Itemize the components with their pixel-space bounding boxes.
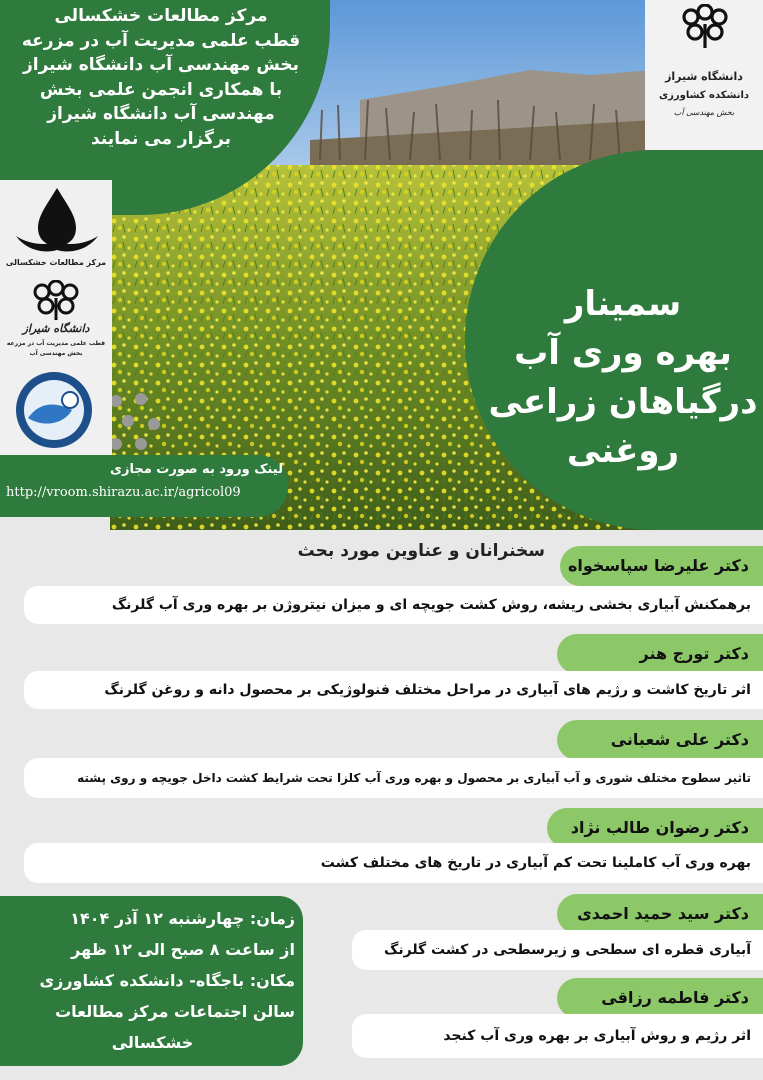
speaker-topic: آبیاری قطره ای سطحی و زیرسطحی در کشت گلرنگ xyxy=(352,930,763,970)
shiraz-sub-caption2: بخش مهندسی آب xyxy=(29,350,83,357)
speaker-name: دکتر تورج هنر xyxy=(557,634,763,674)
speaker-topic: تاثیر سطوح مختلف شوری و آب آبیاری بر محصول و بهره وری آب کلزا تحت شرایط کشت داخل جویچه و روی پشته xyxy=(24,758,763,798)
title-line: سمینار xyxy=(564,284,682,324)
link-label: لینک ورود به صورت مجازی xyxy=(110,462,283,477)
speaker-topic: بهره وری آب کاملینا تحت کم آبیاری در تاریخ های مختلف کشت xyxy=(24,843,763,883)
speaker-topic: اثر رژیم و روش آبیاری بر بهره وری آب کنجد xyxy=(352,1014,763,1058)
association-seal-icon xyxy=(12,370,96,450)
shiraz-caption: دانشگاه شیراز xyxy=(22,322,90,335)
title-line: بهره وری آب xyxy=(514,333,732,373)
water-drop-icon xyxy=(12,184,102,256)
decor-dot xyxy=(135,393,147,405)
speaker-name: دکتر سید حمید احمدی xyxy=(557,894,763,934)
speaker-name: دکتر علیرضا سپاسخواه xyxy=(560,546,763,586)
event-line: از ساعت ۸ صبح الی ۱۲ ظهر xyxy=(71,940,295,959)
shiraz-sub-caption: قطب علمی مدیریت آب در مزرعه xyxy=(6,340,106,347)
organizer-line: بخش مهندسی آب دانشگاه شیراز xyxy=(22,55,300,75)
organizer-line: مهندسی آب دانشگاه شیراز xyxy=(47,104,275,124)
event-line: مکان: باجگاه- دانشکده کشاورزی xyxy=(39,971,295,990)
speaker-name: دکتر علی شعبانی xyxy=(557,720,763,760)
event-info-text xyxy=(10,903,295,1058)
session-link[interactable]: http://vroom.shirazu.ac.ir/agricol09 xyxy=(6,485,241,500)
organizer-line: قطب علمی مدیریت آب در مزرعه xyxy=(21,30,301,51)
university-name: دانشگاه شیراز xyxy=(665,70,743,83)
event-line: زمان: چهارشنبه ۱۲ آذر ۱۴۰۴ xyxy=(70,909,295,928)
organizer-line: مرکز مطالعات خشکسالی xyxy=(54,6,268,26)
department-name: بخش مهندسی آب xyxy=(673,108,735,117)
speakers-heading: سخنرانان و عناوین مورد بحث xyxy=(297,541,545,561)
seminar-title xyxy=(478,280,763,476)
decor-dot xyxy=(148,418,160,430)
title-line: درگیاهان زراعی xyxy=(488,382,758,422)
event-line: خشکسالی xyxy=(111,1033,194,1052)
organizer-line: با همکاری انجمن علمی بخش xyxy=(39,79,283,100)
decor-dot xyxy=(135,438,147,450)
faculty-name: دانشکده کشاورزی xyxy=(658,90,750,101)
speaker-name: دکتر فاطمه رزاقی xyxy=(557,978,763,1018)
decor-dot xyxy=(122,415,134,427)
speaker-topic: اثر تاریخ کاشت و رژیم های آبیاری در مراحل مختلف فنولوژیکی بر محصول دانه و روغن گلرنگ xyxy=(24,671,763,709)
title-line: روغنی xyxy=(566,431,680,471)
speaker-name: دکتر رضوان طالب نژاد xyxy=(547,808,763,848)
drought-center-caption: مرکز مطالعات خشکسالی xyxy=(5,258,107,267)
speaker-topic: برهمکنش آبیاری بخشی ریشه، روش کشت جویچه ای و میزان نیتروژن بر بهره وری آب گلرنگ xyxy=(24,586,763,624)
organizer-text xyxy=(2,4,320,151)
university-emblem-icon xyxy=(677,4,733,50)
event-line: سالن اجتماعات مرکز مطالعات xyxy=(55,1002,295,1021)
organizer-line: برگزار می نمایند xyxy=(91,128,231,149)
partner-logos xyxy=(0,180,112,460)
shiraz-emblem-icon xyxy=(28,280,84,322)
